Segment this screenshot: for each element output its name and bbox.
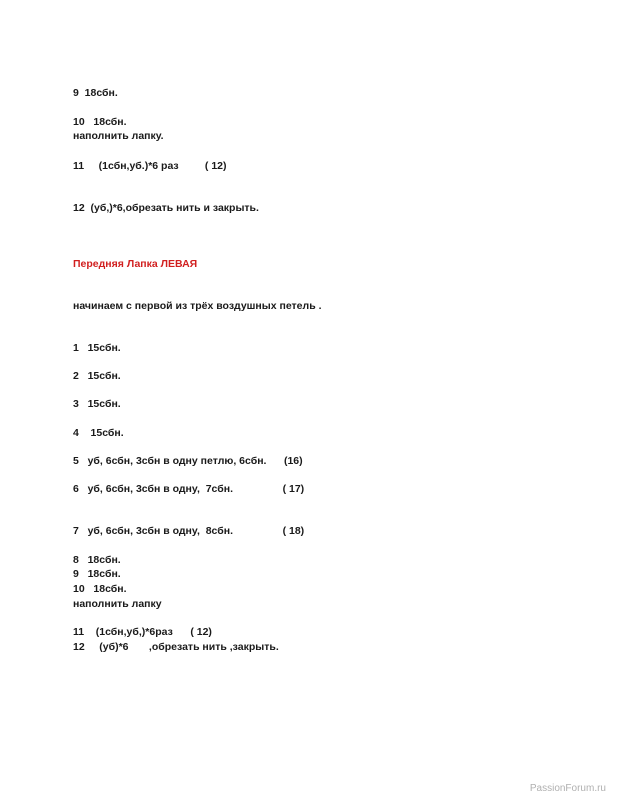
text-line: 9 18сбн. [73,568,121,580]
text-line: 9 18сбн. [73,87,118,99]
text-line: 10 18сбн. [73,116,127,128]
text-line: 11 (1сбн,уб.)*6 раз ( 12) [73,160,227,172]
text-line: 8 18сбн. [73,554,121,566]
text-line: 12 (уб,)*6,обрезать нить и закрыть. [73,202,259,214]
text-line: 6 уб, 6сбн, 3сбн в одну, 7сбн. ( 17) [73,483,305,495]
watermark: PassionForum.ru [529,783,606,794]
text-line: 2 15сбн. [73,370,121,382]
text-line: 5 уб, 6сбн, 3сбн в одну петлю, 6сбн. (16) [73,455,303,467]
text-line: 3 15сбн. [73,398,121,410]
text-line: 11 (1сбн,уб,)*6раз ( 12) [73,626,212,638]
text-line: наполнить лапку. [73,130,164,142]
text-line: начинаем с первой из трёх воздушных петель . [73,300,322,312]
text-line: наполнить лапку [73,598,162,610]
text-line: 4 15сбн. [73,427,124,439]
section-heading: Передняя Лапка ЛЕВАЯ [73,258,198,270]
text-line: 10 18сбн. [73,583,127,595]
text-line: 1 15сбн. [73,342,121,354]
text-line: 12 (уб)*6 ,обрезать нить ,закрыть. [73,641,279,653]
text-line: 7 уб, 6сбн, 3сбн в одну, 8сбн. ( 18) [73,525,305,537]
